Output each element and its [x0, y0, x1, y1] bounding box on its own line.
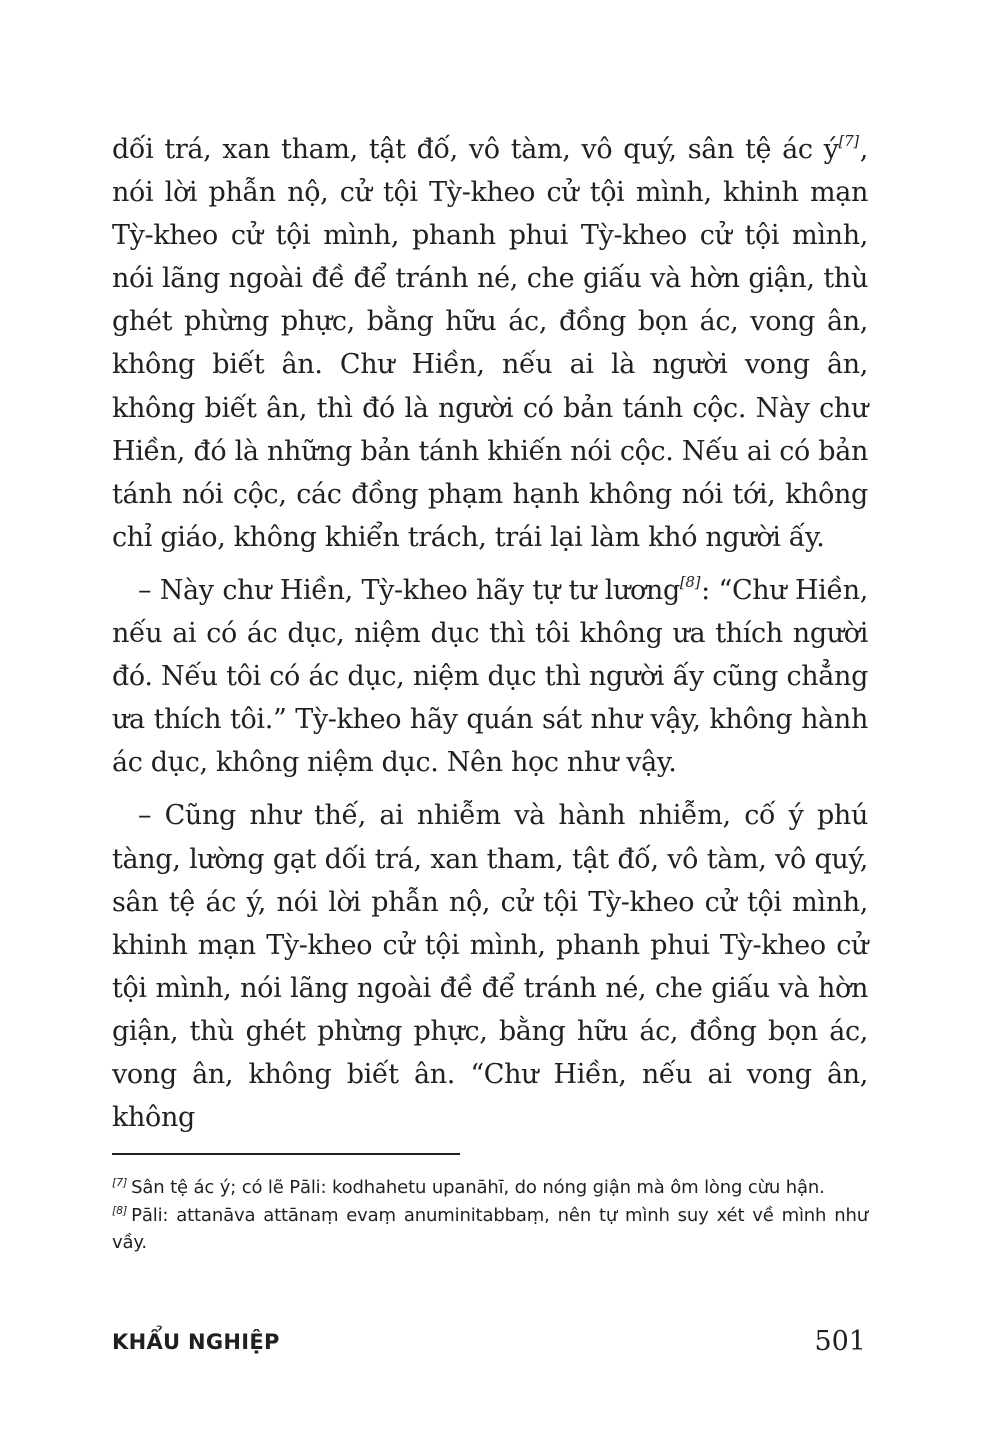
footnote-7-mark: [7] [112, 1176, 128, 1189]
footnotes [112, 1174, 868, 1257]
footnote-divider [112, 1153, 460, 1155]
footnote-ref-8: [8] [679, 572, 701, 591]
footnote-8-text: Pāli: attanāva attānaṃ evaṃ anuminitabbaṃ, nên tự mình suy xét về mình như vầy. [112, 1204, 868, 1253]
paragraph-2 [112, 569, 868, 784]
footnote-8-mark: [8] [112, 1203, 128, 1217]
running-title: KHẨU NGHIỆP [112, 1330, 280, 1354]
footnote-7-text: Sân tệ ác ý; có lẽ Pāli: kodhahetu upanāhī, do nóng giận mà ôm lòng cừu hận. [131, 1177, 825, 1198]
paragraph-1-text-b: , nói lời phẫn nộ, cử tội Tỳ-kheo cử tội mình, khinh mạn Tỳ-kheo cử tội mình, phanh phui Tỳ-kheo cử tội mình, nói lãng ngoài đề để tránh né, che giấu và hờn giận, thù ghét phừng phực, bằng hữu ác, đồng bọn ác, vong ân, không biết ân. Chư Hiền, nếu ai là người vong ân, không biết ân, thì đó là người có bản tánh cộc. Này chư Hiền, đó là những bản tánh khiến nói cộc. Nếu ai có bản tánh nói cộc, các đồng phạm hạnh không nói tới, không chỉ giáo, không khiển trách, trái lại làm khó người ấy. [112, 134, 868, 553]
paragraph-2-text-a: – Này chư Hiền, Tỳ-kheo hãy tự tư lương [138, 574, 680, 606]
paragraph-1-text-a: dối trá, xan tham, tật đố, vô tàm, vô quý, sân tệ ác ý [112, 134, 839, 165]
footnote-8 [112, 1202, 868, 1257]
paragraph-3: – Cũng như thế, ai nhiễm và hành nhiễm, cố ý phú tàng, lường gạt dối trá, xan tham, tật đố, vô tàm, vô quý, sân tệ ác ý, nói lời phẫn nộ, cử tội Tỳ-kheo cử tội mình, khinh mạn Tỳ-kheo cử tội mình, phanh phui Tỳ-kheo cử tội mình, nói lãng ngoài đề để tránh né, che giấu và hờn giận, thù ghét phừng phực, bằng hữu ác, đồng bọn ác, vong ân, không biết ân. “Chư Hiền, nếu ai vong ân, không [112, 800, 868, 1134]
paragraph-2-text-b: : “Chư Hiền, nếu ai có ác dục, niệm dục thì tôi không ưa thích người đó. Nếu tôi có ác dục, niệm dục thì người ấy cũng chẳng ưa thích tôi.” Tỳ-kheo hãy quán sát như vậy, không hành ác dục, không niệm dục. Nên học như vậy. [112, 574, 868, 779]
paragraph-1 [112, 128, 868, 559]
footnote-7 [112, 1174, 868, 1202]
page-number: 501 [814, 1326, 866, 1357]
footnote-ref-7: [7] [838, 132, 859, 150]
main-text [112, 128, 868, 1139]
